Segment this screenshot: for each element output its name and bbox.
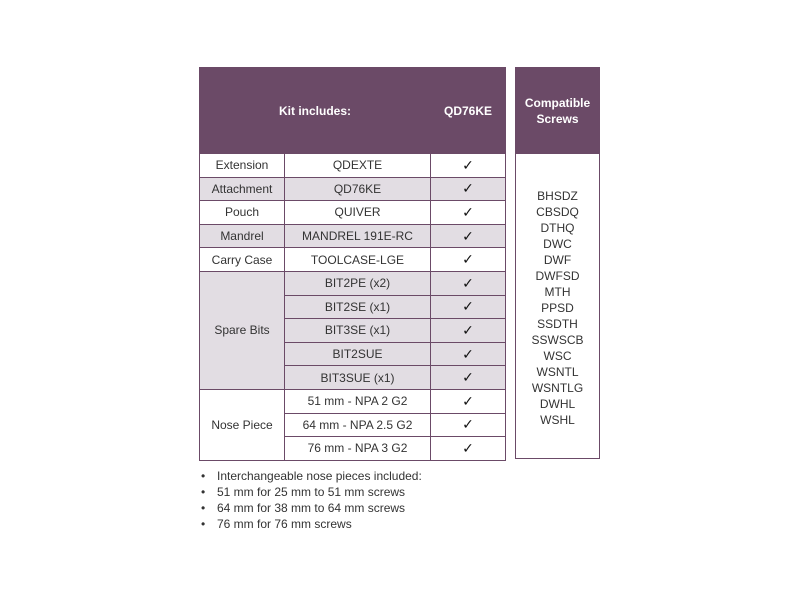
- note-item: [201, 516, 422, 532]
- screw-item: WSC: [543, 349, 572, 363]
- bullet-icon: •: [201, 485, 206, 499]
- note-item: [201, 468, 422, 484]
- category-cell: Attachment: [200, 177, 285, 201]
- screw-item: DWFSD: [535, 269, 580, 283]
- item-cell: QD76KE: [285, 177, 431, 201]
- table-row: [200, 201, 506, 225]
- category-cell: Nose Piece: [200, 389, 285, 460]
- screw-item: WSNTLG: [531, 381, 584, 395]
- bullet-icon: •: [201, 517, 206, 531]
- check-mark-icon: ✓: [431, 295, 506, 319]
- compatible-screws-list: [516, 154, 599, 428]
- table-row: [200, 248, 506, 272]
- item-cell: BIT3SUE (x1): [285, 366, 431, 390]
- category-cell: Extension: [200, 154, 285, 178]
- category-cell: Carry Case: [200, 248, 285, 272]
- screw-item: DWHL: [539, 397, 576, 411]
- item-cell: QDEXTE: [285, 154, 431, 178]
- check-mark-icon: ✓: [431, 342, 506, 366]
- screw-item: DTHQ: [540, 221, 575, 235]
- note-text: 51 mm for 25 mm to 51 mm screws: [217, 485, 406, 499]
- screw-item: CBSDQ: [536, 205, 579, 219]
- item-cell: MANDREL 191E-RC: [285, 224, 431, 248]
- note-item: [201, 500, 422, 516]
- check-mark-icon: ✓: [431, 154, 506, 178]
- table-row: [200, 389, 506, 413]
- notes-list: [201, 468, 422, 532]
- item-cell: QUIVER: [285, 201, 431, 225]
- item-cell: BIT2SUE: [285, 342, 431, 366]
- table-row: [200, 271, 506, 295]
- screw-item: DWF: [543, 253, 572, 267]
- item-cell: BIT2PE (x2): [285, 271, 431, 295]
- note-item: [201, 484, 422, 500]
- note-text: 76 mm for 76 mm screws: [217, 517, 352, 531]
- screw-item: WSHL: [540, 413, 575, 427]
- check-mark-icon: ✓: [431, 366, 506, 390]
- table-row: [200, 224, 506, 248]
- item-cell: BIT3SE (x1): [285, 319, 431, 343]
- bullet-icon: •: [201, 469, 206, 483]
- check-mark-icon: ✓: [431, 271, 506, 295]
- bullet-icon: •: [201, 501, 206, 515]
- check-mark-icon: ✓: [431, 319, 506, 343]
- table-row: [200, 154, 506, 178]
- item-cell: 76 mm - NPA 3 G2: [285, 437, 431, 461]
- model-header: QD76KE: [431, 68, 506, 154]
- kit-includes-header: Kit includes:: [200, 68, 431, 154]
- kit-table: [199, 67, 506, 461]
- category-cell: Pouch: [200, 201, 285, 225]
- screw-item: DWC: [543, 237, 572, 251]
- check-mark-icon: ✓: [431, 201, 506, 225]
- screw-item: PPSD: [541, 301, 574, 315]
- check-mark-icon: ✓: [431, 389, 506, 413]
- note-text: Interchangeable nose pieces included:: [217, 469, 422, 483]
- check-mark-icon: ✓: [431, 248, 506, 272]
- check-mark-icon: ✓: [431, 413, 506, 437]
- compatible-screws-panel: [515, 67, 600, 459]
- screw-item: BHSDZ: [537, 189, 578, 203]
- note-text: 64 mm for 38 mm to 64 mm screws: [217, 501, 406, 515]
- category-cell: Spare Bits: [200, 271, 285, 389]
- compatible-screws-header: Compatible Screws: [516, 68, 599, 154]
- kit-table-header-row: [200, 68, 506, 154]
- screw-item: MTH: [544, 285, 571, 299]
- category-cell: Mandrel: [200, 224, 285, 248]
- item-cell: 51 mm - NPA 2 G2: [285, 389, 431, 413]
- item-cell: 64 mm - NPA 2.5 G2: [285, 413, 431, 437]
- item-cell: TOOLCASE-LGE: [285, 248, 431, 272]
- screw-item: SSDTH: [537, 317, 578, 331]
- screw-item: SSWSCB: [531, 333, 584, 347]
- item-cell: BIT2SE (x1): [285, 295, 431, 319]
- screw-item: WSNTL: [536, 365, 579, 379]
- check-mark-icon: ✓: [431, 437, 506, 461]
- check-mark-icon: ✓: [431, 224, 506, 248]
- table-row: [200, 177, 506, 201]
- check-mark-icon: ✓: [431, 177, 506, 201]
